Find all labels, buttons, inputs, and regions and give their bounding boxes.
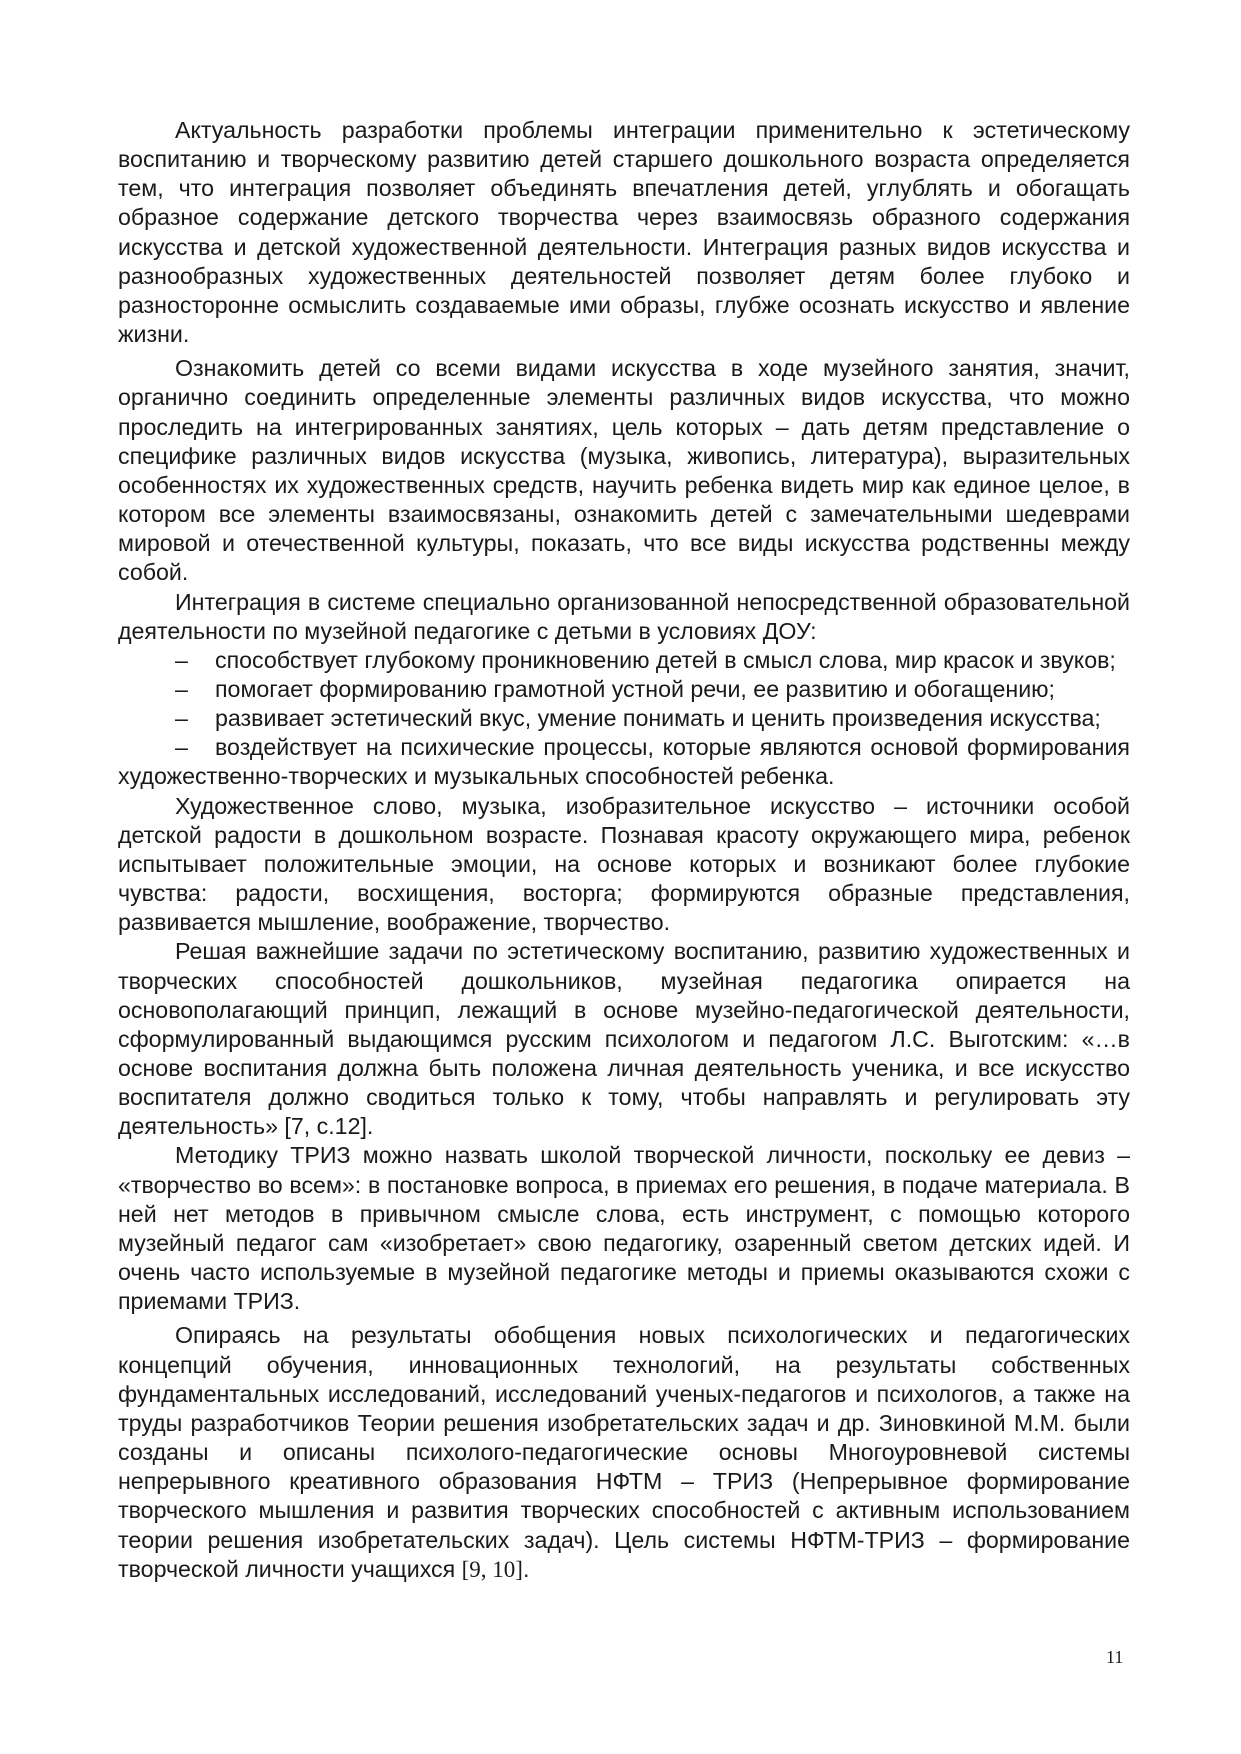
list-item [118,646,1130,675]
list-item-text: помогает формированию грамотной устной речи, ее развитию и обогащению; [215,675,1055,702]
document-body [118,116,1130,1584]
list-item [118,704,1130,733]
paragraph-7 [118,1321,1130,1583]
paragraph-5: Решая важнейшие задачи по эстетическому воспитанию, развитию художественных и творческих способностей дошкольников, музейная педагогика опирается на основополагающий принцип, лежащий в основе музейно-педагогической деятельности, сформулированный выдающимся русским психологом и педагогом Л.С. Выготским: «…в основе воспитания должна быть положена личная деятельность ученика, и все искусство воспитателя должно сводиться только к тому, чтобы направлять и регулировать эту деятельность» [7, с.12]. [118,938,1130,1140]
paragraph-1: Актуальность разработки проблемы интеграции применительно к эстетическому воспитанию и творческому развитию детей старшего дошкольного возраста определяется тем, что интеграция позволяет объединять впечатления детей, углублять и обогащать образное содержание детского творчества через взаимосвязь образного содержания искусства и детской художественной деятельности. Интеграция разных видов искусства и разнообразных художественных деятельностей позволяет детям более глубоко и разносторонне осмыслить создаваемые ими образы, глубже осознать искусство и явление жизни. [118,117,1130,348]
list-item-text: способствует глубокому проникновению детей в смысл слова, мир красок и звуков; [215,646,1116,673]
list-dash: – [175,734,188,761]
paragraph-6: Методику ТРИЗ можно назвать школой творческой личности, поскольку ее девиз – «творчество во всем»: в постановке вопроса, в приемах его решения, в подаче материала. В ней нет методов в привычном смысле слова, есть инструмент, с помощью которого музейный педагог сам «изобретает» свою педагогику, озаренный светом детских идей. И очень часто используемые в музейной педагогике методы и приемы оказываются схожи с приемами ТРИЗ. [118,1142,1130,1315]
paragraph-7-end: . [522,1555,530,1582]
paragraph-3: Интеграция в системе специально организованной непосредственной образовательной деятельности по музейной педагогике с детьми в условиях ДОУ: [118,588,1130,644]
citation: [9, 10] [461,1556,523,1582]
list-item-text: развивает эстетический вкус, умение понимать и ценить произведения искусства; [215,705,1101,732]
list-dash: – [175,646,188,673]
list-item-text: воздействует на психические процессы, которые являются основой формирования художественно-творческих и музыкальных способностей ребенка. [118,734,1130,790]
page-number: 11 [1106,1647,1124,1667]
paragraph-4: Художественное слово, музыка, изобразительное искусство – источники особой детской радости в дошкольном возрасте. Познавая красоту окружающего мира, ребенок испытывает положительные эмоции, на основе которых и возникают более глубокие чувства: радости, восхищения, восторга; формируются образные представления, развивается мышление, воображение, творчество. [118,792,1130,936]
list-item [118,675,1130,704]
list-dash: – [175,705,188,732]
paragraph-2: Ознакомить детей со всеми видами искусства в ходе музейного занятия, значит, органично соединить определенные элементы различных видов искусства, что можно проследить на интегрированных занятиях, цель которых – дать детям представление о специфике различных видов искусства (музыка, живопись, литература), выразительных особенностях их художественных средств, научить ребенка видеть мир как единое целое, в котором все элементы взаимосвязаны, ознакомить детей с замечательными шедеврами мировой и отечественной культуры, показать, что все виды искусства родственны между собой. [118,355,1130,586]
list-dash: – [175,675,188,702]
paragraph-7-text: Опираясь на результаты обобщения новых психологических и педагогических концепций обучения, инновационных технологий, на результаты собственных фундаментальных исследований, исследований ученых-педагогов и психологов, а также на труды разработчиков Теории решения изобретательских задач и др. Зиновкиной М.М. были созданы и описаны психолого-педагогические основы Многоуровневой системы непрерывного креативного образования НФТМ – ТРИЗ (Непрерывное формирование творческого мышления и развития творческих способностей с активным использованием теории решения изобретательских задач). Цель системы НФТМ-ТРИЗ – формирование творческой личности учащихся [118,1322,1130,1582]
list-item [118,733,1130,791]
